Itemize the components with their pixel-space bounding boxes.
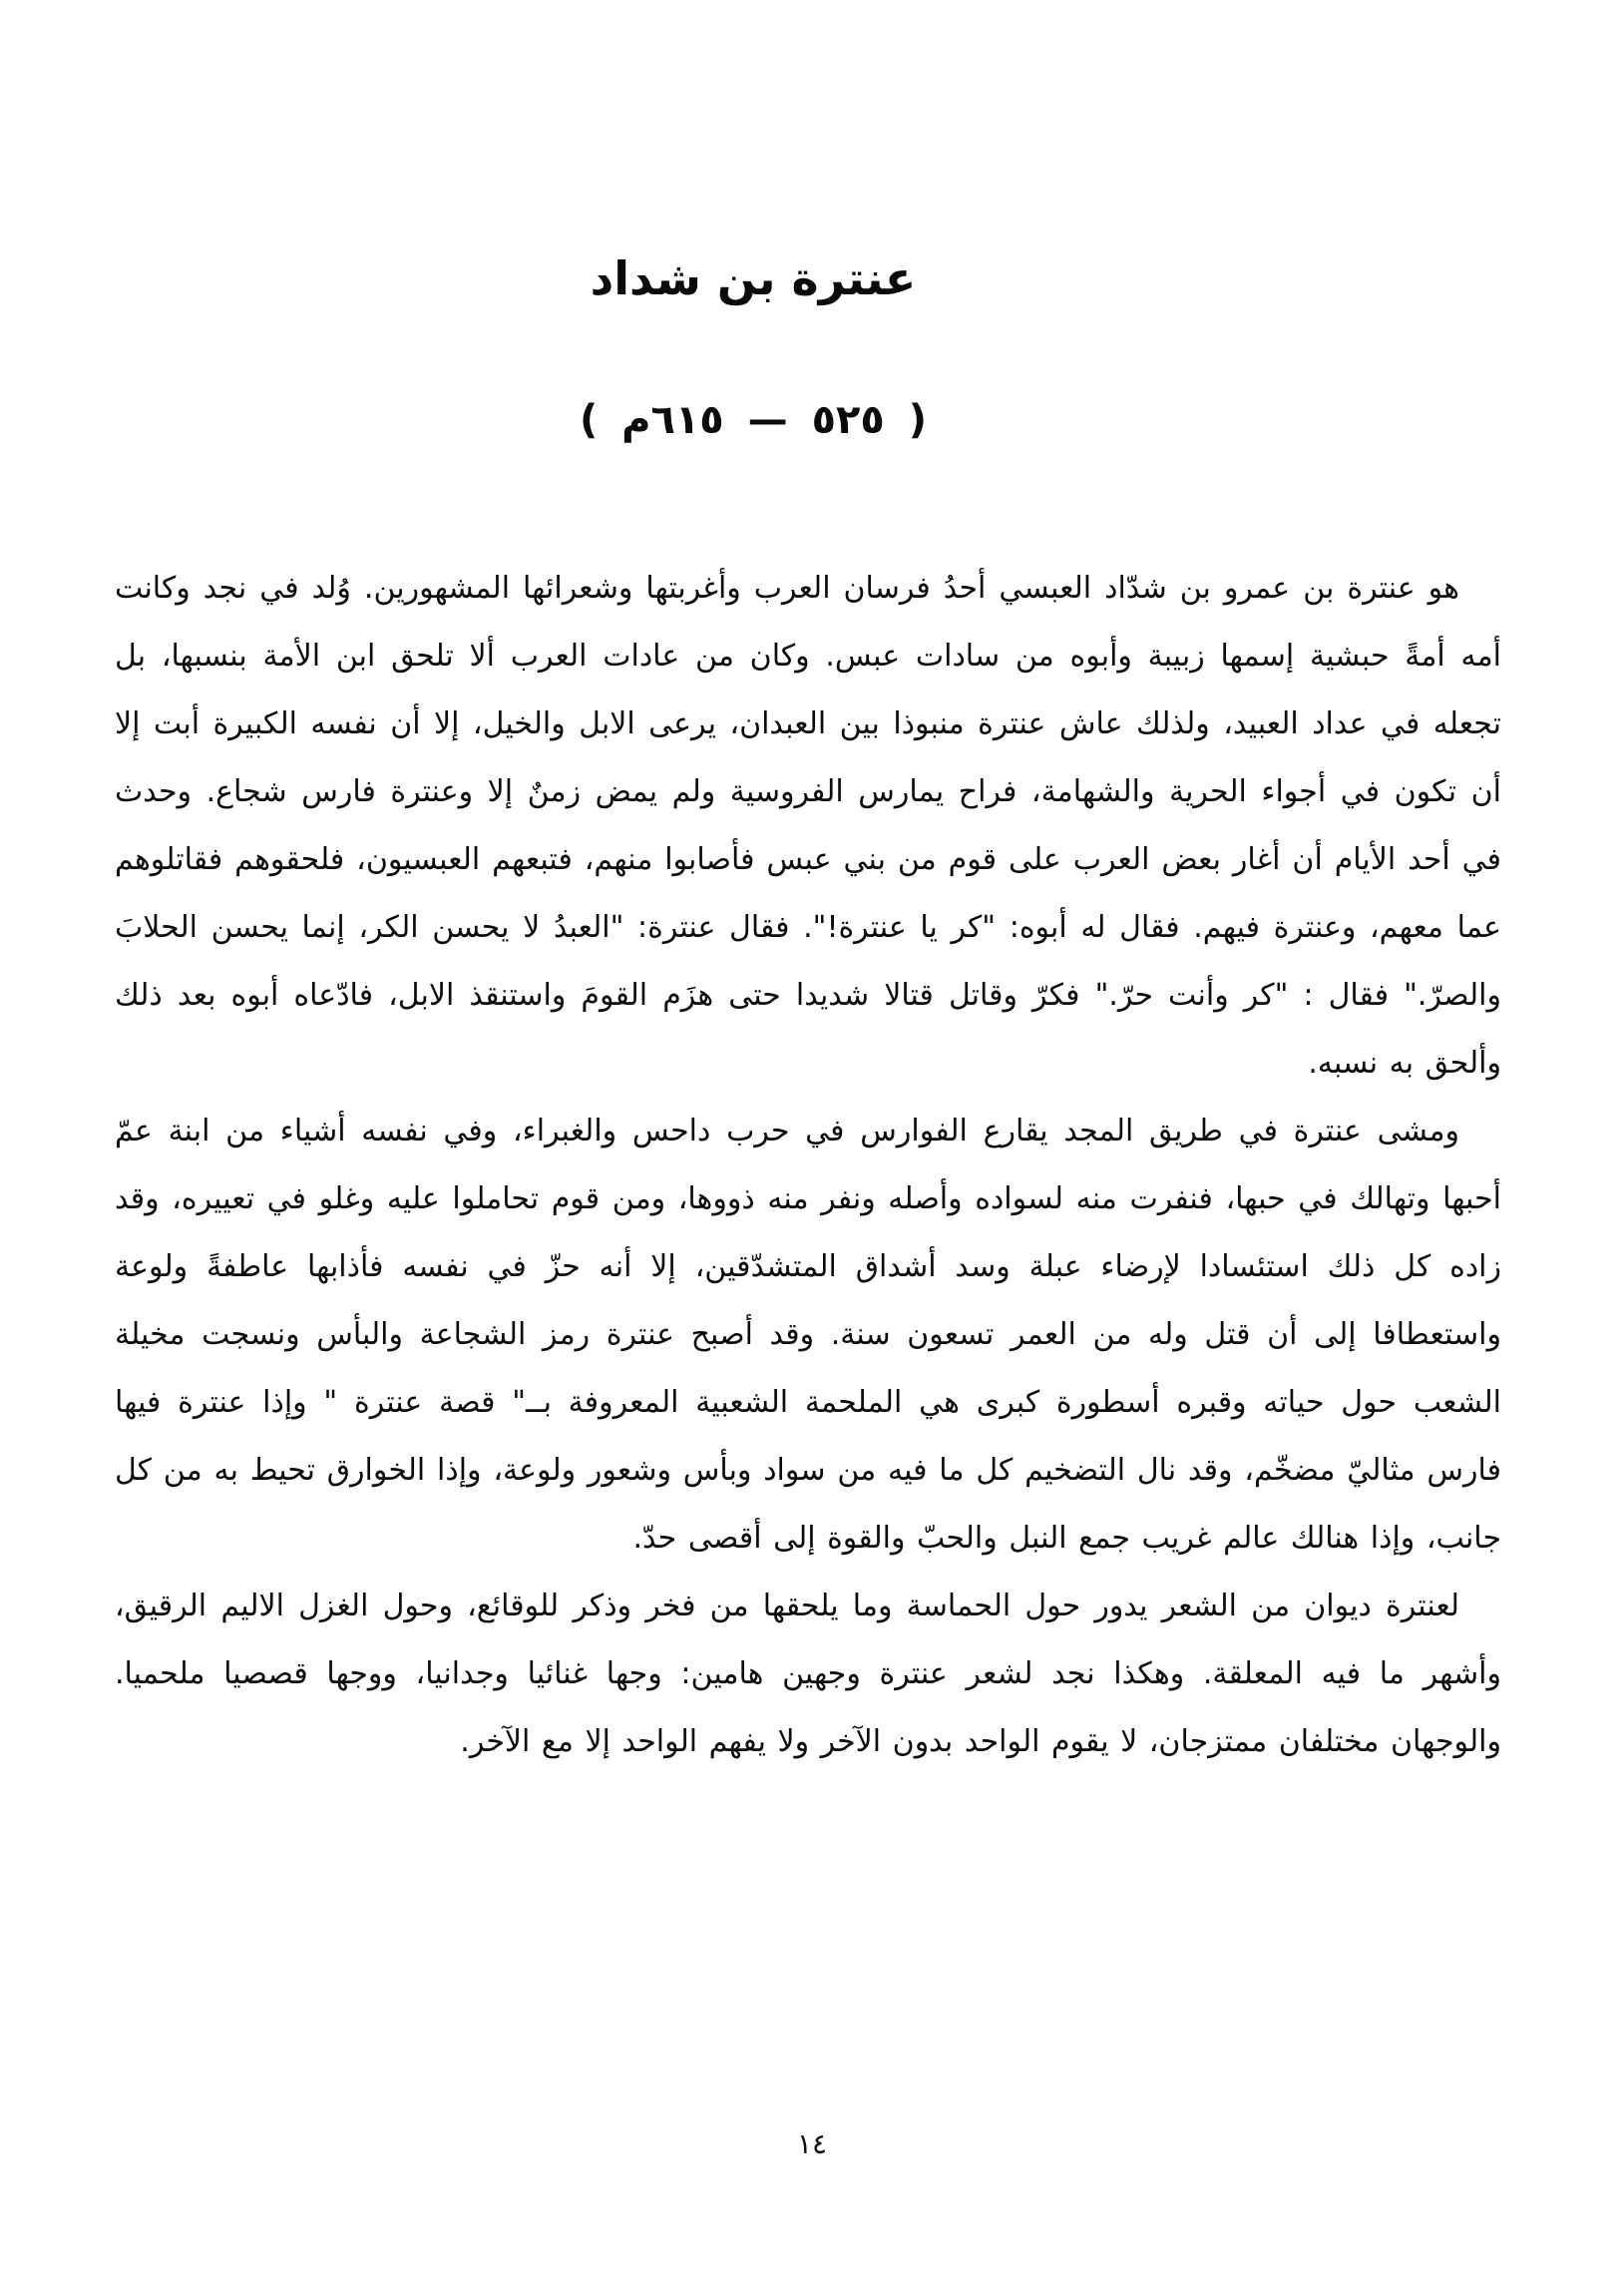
body-paragraph-3: لعنترة ديوان من الشعر يدور حول الحماسة وما يلحقها من فخر وذكر للوقائع، وحول الغزل الاليم الرقيق، وأشهر ما فيه المعلقة. وهكذا نجد لشعر عنترة وجهين هامين: وجها غنائيا وجدانيا، ووجها قصصيا ملحميا. والوجهان مختلفان ممتزجان، لا يقوم الواحد بدون الآخر ولا يفهم الواحد إلا مع الآخر. bbox=[115, 1589, 1501, 1759]
page-title: عنترة بن شداد bbox=[590, 251, 917, 305]
heading-block bbox=[60, 249, 1446, 445]
page-number: ١٤ bbox=[796, 2127, 828, 2160]
body-paragraph-2: ومشى عنترة في طريق المجد يقارع الفوارس في حرب داحس والغبراء، وفي نفسه أشياء من ابنة عمّ أحبها وتهالك في حبها، فنفرت منه لسواده وأصله ونفر منه ذووها، ومن قوم تحاملوا عليه وغلو في تعييره، وقد زاده كل ذلك استئسادا لإرضاء عبلة وسد أشداق المتشدّقين، إلا أنه حزّ في نفسه فأذابها عاطفةً ولوعة واستعطافا إلى أن قتل وله من العمر تسعون سنة. وقد أصبح عنترة رمز الشجاعة والبأس ونسجت مخيلة الشعب حول حياته وقبره أسطورة كبرى هي الملحمة الشعبية المعروفة بــ" قصة عنترة " وإذا عنترة فيها فارس مثاليّ مضخّم، وقد نال التضخيم كل ما فيه من سواد وبأس وشعور ولوعة، وإذا الخوارق تحيط به من كل جانب، وإذا هنالك عالم غريب جمع النبل والحبّ والقوة إلى أقصى حدّ. bbox=[115, 1114, 1501, 1556]
date-range: ( ٥٢٥ — ٦١٥م ) bbox=[579, 397, 928, 443]
body-text bbox=[115, 555, 1501, 1776]
body-paragraph-1: هو عنترة بن عمرو بن شدّاد العبسي أحدُ فرسان العرب وأغربتها وشعرائها المشهورين. وُلد في نجد وكانت أمه أمةً حبشية إسمها زبيبة وأبوه من سادات عبس. وكان من عادات العرب ألا تلحق ابن الأمة بنسبها، بل تجعله في عداد العبيد، ولذلك عاش عنترة منبوذا بين العبدان، يرعى الابل والخيل، إلا أن نفسه الكبيرة أبت إلا أن تكون في أجواء الحرية والشهامة، فراح يمارس الفروسية ولم يمض زمنٌ إلا وعنترة فارس شجاع. وحدث في أحد الأيام أن أغار بعض العرب على قوم من بني عبس فأصابوا منهم، فتبعهم العبسيون، فلحقوهم فقاتلوهم عما معهم، وعنترة فيهم. فقال له أبوه: "كر يا عنترة!". فقال عنترة: "العبدُ لا يحسن الكر، إنما يحسن الحلابَ والصرّ." فقال : "كر وأنت حرّ." فكرّ وقاتل قتالا شديدا حتى هزَم القومَ واستنقذ الابل، فادّعاه أبوه بعد ذلك وألحق به نسبه. bbox=[115, 571, 1501, 1081]
